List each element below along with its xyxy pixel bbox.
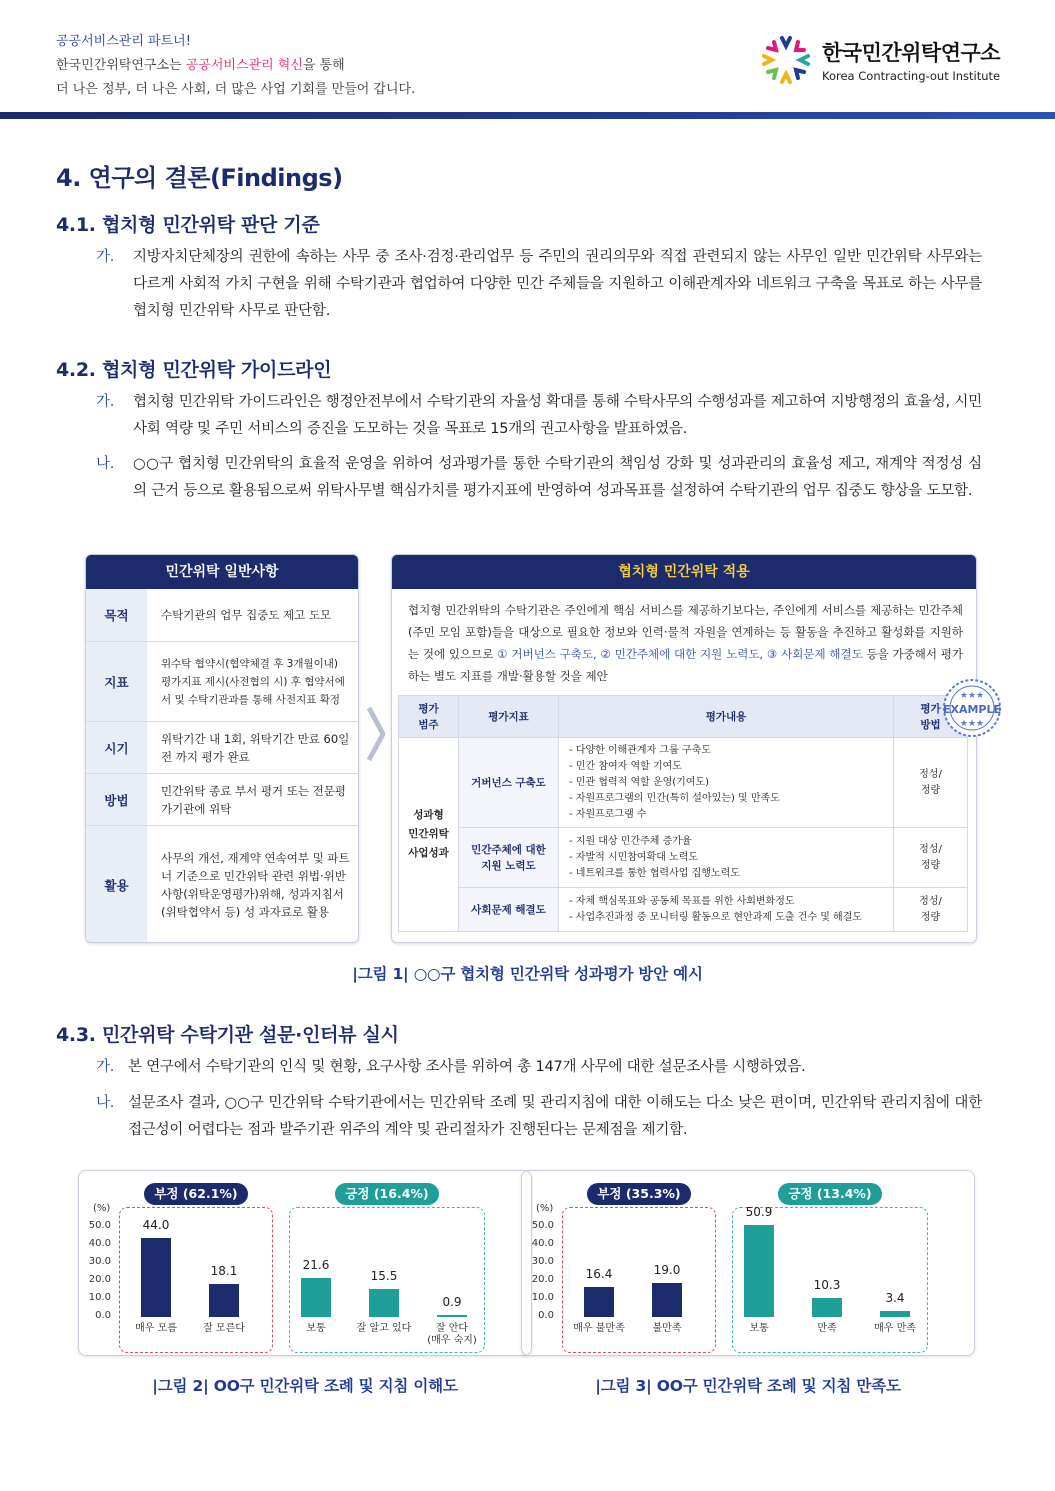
bar-value-label: 18.1 <box>210 1264 238 1279</box>
bar-value-label: 19.0 <box>653 1262 681 1277</box>
paragraph-4-1-ga <box>96 244 982 325</box>
th-content: 평가내용 <box>559 696 894 738</box>
x-category-label: 매우 불만족 <box>573 1323 625 1334</box>
bar-value-label: 15.5 <box>370 1269 398 1284</box>
cooperative-application-panel <box>391 554 977 943</box>
group-pill-negative: 부정 (62.1%) <box>144 1183 248 1205</box>
bar-value-label: 21.6 <box>302 1258 330 1273</box>
content-line: - 민관 협력적 역할 운영(기여도) <box>569 776 710 788</box>
content-line: - 자체 핵심목표와 공동체 목표를 위한 사회변화정도 <box>569 895 795 907</box>
y-axis-unit: (%) <box>536 1203 554 1214</box>
y-tick-label: 10.0 <box>88 1292 111 1303</box>
chart-bar <box>584 1287 614 1317</box>
x-category-label: 보통 <box>306 1323 326 1334</box>
figure-1 <box>85 554 1002 944</box>
row-key: 시기 <box>86 722 147 773</box>
badge-text: EXAMPLE <box>942 703 1002 716</box>
content-cell <box>559 828 894 888</box>
list-marker: 나. <box>96 1095 115 1111</box>
x-category-label: 불만족 <box>652 1323 682 1334</box>
method-cell: 정성/ 정량 <box>894 738 968 828</box>
indicator-cell: 거버넌스 구축도 <box>459 738 559 828</box>
paragraph-text: 설문조사 결과, ○○구 민간위탁 수탁기관에서는 민간위탁 조례 및 관리지침에 대한 이해도는 다소 낮은 편이며, 민간위탁 관리지침에 대한 접근성이 어렵다는 점과 발주기관 위주의 계약 및 관리절차가 진행된다는 문제점을 제기함. <box>128 1095 982 1138</box>
bar-value-label: 50.9 <box>745 1205 773 1220</box>
paragraph-text: 협치형 민간위탁 가이드라인은 행정안전부에서 수탁기관의 자율성 확대를 통해 수탁사무의 수행성과를 제고하여 지방행정의 효율성, 시민사회 역량 및 주민 서비스의 증진을 도모하는 것을 목표로 15개의 권고사항을 발표하였음. <box>133 394 982 437</box>
header-divider-bar <box>0 112 1055 119</box>
tagline <box>56 30 415 102</box>
content-line: - 자발적 시민참여확대 노력도 <box>569 851 699 863</box>
content-line: - 사업추진과정 중 모니터링 활동으로 현안과제 도출 건수 및 해결도 <box>569 911 863 923</box>
th-indicator: 평가지표 <box>459 696 559 738</box>
row-value: 사무의 개선, 재계약 연속여부 및 파트너 기준으로 민간위탁 관련 위법·위반사항(위탁운영평가)위해, 성과지침서(위탁협약서 등) 성 과자료로 활용 <box>161 851 350 919</box>
group-pill-positive: 긍정 (13.4%) <box>778 1183 882 1205</box>
logo-english-name: Korea Contracting-out Institute <box>822 69 1001 83</box>
bar-value-label: 16.4 <box>585 1267 613 1282</box>
chart-bar <box>209 1284 239 1317</box>
method-cell: 정성/ 정량 <box>894 888 968 932</box>
svg-text:★★★: ★★★ <box>959 719 985 729</box>
general-row-timing <box>86 721 359 773</box>
desc-text: 협치형 민간위탁의 수탁기관은 주인에게 핵심 서비스를 제공하기보다는, 주인에게 서비스를 제공하는 민간주체(주민 모임 포함)들을 대상으로 필요한 정보와 인력·물적 자원을 연계하는 등 활동을 추진하고 활성화를 지원하는 것에 있으므로 <box>408 603 963 661</box>
th-category: 평가 범주 <box>399 696 459 738</box>
category-cell: 성과형 민간위탁 사업성과 <box>399 738 459 932</box>
y-axis-unit: (%) <box>93 1203 111 1214</box>
satisfaction-chart <box>521 1170 975 1356</box>
paragraph-4-2-ga <box>96 389 982 443</box>
y-tick-label: 20.0 <box>88 1274 111 1285</box>
bar-value-label: 10.3 <box>813 1278 841 1293</box>
desc-text-end: 등을 가중해서 평가하는 별도 지표를 개발·활용할 것을 제안 <box>408 647 963 683</box>
example-badge-icon <box>940 676 1004 740</box>
y-tick-label: 40.0 <box>88 1238 111 1249</box>
x-category-label: 잘 알고 있다 <box>356 1323 412 1334</box>
content-cell <box>559 738 894 828</box>
institute-logo <box>760 34 1000 86</box>
table-row <box>399 888 968 932</box>
list-marker: 가. <box>96 394 115 410</box>
x-category-label: 잘 안다 (매우 숙지) <box>427 1323 477 1346</box>
content-line: - 다양한 이해관계자 그룹 구축도 <box>569 744 711 756</box>
content-line: - 민간 참여자 역할 기여도 <box>569 760 682 772</box>
paragraph-4-2-na <box>96 451 982 505</box>
table-row <box>399 738 968 828</box>
content-cell <box>559 888 894 932</box>
svg-text:★★★: ★★★ <box>959 691 985 701</box>
x-category-label: 만족 <box>817 1323 837 1334</box>
figure-2-caption: |그림 2| OO구 민간위탁 조례 및 지침 이해도 <box>152 1377 458 1395</box>
cooperative-description <box>408 599 963 687</box>
y-tick-label: 0.0 <box>95 1310 111 1321</box>
page-header <box>0 0 1055 120</box>
list-marker: 나. <box>96 456 115 472</box>
paragraph-text: 본 연구에서 수탁기관의 인식 및 현황, 요구사항 조사를 위하여 총 147개 사무에 대한 설문조사를 시행하였음. <box>128 1059 806 1075</box>
y-tick-label: 30.0 <box>88 1256 111 1267</box>
paragraph-4-3-ga <box>96 1054 982 1081</box>
y-tick-label: 20.0 <box>531 1274 554 1285</box>
row-key: 목적 <box>86 589 147 641</box>
paragraph-text: ○○구 협치형 민간위탁의 효율적 운영을 위하여 성과평가를 통한 수탁기관의 책임성 강화 및 성과관리의 효율성 제고, 재계약 적정성 심의 근거 등으로 활용됨으로써 위탁사무별 핵심가치를 평가지표에 반영하여 성과목표를 설정하여 수탁기관의 업무 집중도 향상을 도모함. <box>133 456 982 499</box>
x-category-label: 보통 <box>749 1323 769 1334</box>
general-row-usage <box>86 825 359 943</box>
y-tick-label: 50.0 <box>531 1220 554 1231</box>
general-items-panel <box>85 554 359 943</box>
chart-bar <box>880 1311 910 1317</box>
bar-value-label: 44.0 <box>142 1217 170 1232</box>
indicator-cell: 민간주체에 대한 지원 노력도 <box>459 828 559 888</box>
figure-1-caption: |그림 1| ○○구 협치형 민간위탁 성과평가 방안 예시 <box>352 965 703 983</box>
chart-bar <box>812 1298 842 1317</box>
group-pill-positive: 긍정 (16.4%) <box>335 1183 439 1205</box>
group-pill-negative: 부정 (35.3%) <box>587 1183 691 1205</box>
content-line: - 자원프로그램의 민간(특히 설아있는) 및 만족도 <box>569 792 780 804</box>
subsection-4-2-title: 4.2. 협치형 민간위탁 가이드라인 <box>56 359 332 381</box>
general-row-purpose <box>86 589 359 641</box>
bar-value-label: 0.9 <box>442 1295 462 1310</box>
chart-bar <box>141 1238 171 1317</box>
method-cell: 정성/ 정량 <box>894 828 968 888</box>
table-row <box>399 828 968 888</box>
figure-3-caption: |그림 3| OO구 민간위탁 조례 및 지침 만족도 <box>595 1377 901 1395</box>
y-tick-label: 50.0 <box>88 1220 111 1231</box>
row-key: 활용 <box>86 826 147 943</box>
tagline-line2-pre: 한국민간위탁연구소는 <box>56 58 186 73</box>
content-line: - 네트워크를 통한 협력사업 집행노력도 <box>569 867 740 879</box>
th-method: 평가 방법 <box>894 696 968 738</box>
row-value: 수탁기관의 업무 집중도 제고 도모 <box>161 608 332 622</box>
understanding-chart <box>78 1170 532 1356</box>
general-row-indicator <box>86 641 359 721</box>
content-line: - 지원 대상 민간주체 증가율 <box>569 835 692 847</box>
list-marker: 가. <box>96 249 115 265</box>
general-row-method <box>86 773 359 825</box>
x-category-label: 잘 모른다 <box>203 1323 245 1334</box>
subsection-4-3-title: 4.3. 민간위탁 수탁기관 설문·인터뷰 실시 <box>56 1024 399 1046</box>
tagline-highlight: 공공서비스관리 혁신 <box>185 58 303 73</box>
row-key: 방법 <box>86 774 147 825</box>
tagline-line3: 더 나은 정부, 더 나은 사회, 더 많은 사업 기회를 만들어 갑니다. <box>56 82 416 97</box>
y-tick-label: 10.0 <box>531 1292 554 1303</box>
x-category-label: 매우 모름 <box>135 1323 177 1334</box>
chart-bar <box>744 1225 774 1317</box>
tagline-line2 <box>56 54 415 78</box>
row-value: 위탁기간 내 1회, 위탁기간 만료 60일전 까지 평가 완료 <box>161 731 350 764</box>
tagline-line1: 공공서비스관리 파트너! <box>56 34 191 49</box>
subsection-4-1-title: 4.1. 협치형 민간위탁 판단 기준 <box>56 214 320 236</box>
desc-highlight: ① 거버넌스 구축도, ② 민간주체에 대한 지원 노력도, ③ 사회문제 해결도 <box>497 647 863 661</box>
logo-korean-name: 한국민간위탁연구소 <box>822 41 1001 65</box>
row-value: 민간위탁 종료 부서 평거 또는 전문평가기관에 위탁 <box>161 783 346 816</box>
bar-value-label: 3.4 <box>885 1290 905 1305</box>
general-items-header: 민간위탁 일반사항 <box>86 555 358 589</box>
chart-bar <box>437 1315 467 1317</box>
chart-bar <box>369 1289 399 1317</box>
row-value: 위수탁 협약시(협약체결 후 3개월이내) 평가지표 제시(사전협의 시) 후 협약서에서 및 수탁기관과를 통해 사전지표 확정 <box>161 657 345 706</box>
x-category-label: 매우 만족 <box>874 1323 916 1334</box>
row-key: 지표 <box>86 642 147 721</box>
y-tick-label: 40.0 <box>531 1238 554 1249</box>
y-tick-label: 30.0 <box>531 1256 554 1267</box>
section-title: 4. 연구의 결론(Findings) <box>56 164 343 192</box>
indicator-cell: 사회문제 해결도 <box>459 888 559 932</box>
y-tick-label: 0.0 <box>538 1310 554 1321</box>
chart-bar <box>301 1278 331 1317</box>
cooperative-application-header: 협치형 민간위탁 적용 <box>392 555 976 589</box>
evaluation-table <box>398 695 968 932</box>
paragraph-text: 지방자치단체장의 권한에 속하는 사무 중 조사·검정·관리업무 등 주민의 권리의무와 직접 관련되지 않는 사무인 일반 민간위탁 사무와는 다르게 사회적 가치 구현을 위해 수탁기관과 협업하여 다양한 민간 주체들을 지원하고 이해관계자와 네트워크 구축을 목표로 하는 사무를 협치형 민간위탁 사무로 판단함. <box>133 249 982 319</box>
tagline-line2-post: 을 통해 <box>302 58 345 73</box>
logo-mark-icon <box>760 34 812 86</box>
chevron-right-icon <box>365 704 387 764</box>
list-marker: 가. <box>96 1059 115 1075</box>
content-line: - 자원프로그램 수 <box>569 808 647 820</box>
chart-bar <box>652 1283 682 1317</box>
paragraph-4-3-na <box>96 1090 982 1144</box>
